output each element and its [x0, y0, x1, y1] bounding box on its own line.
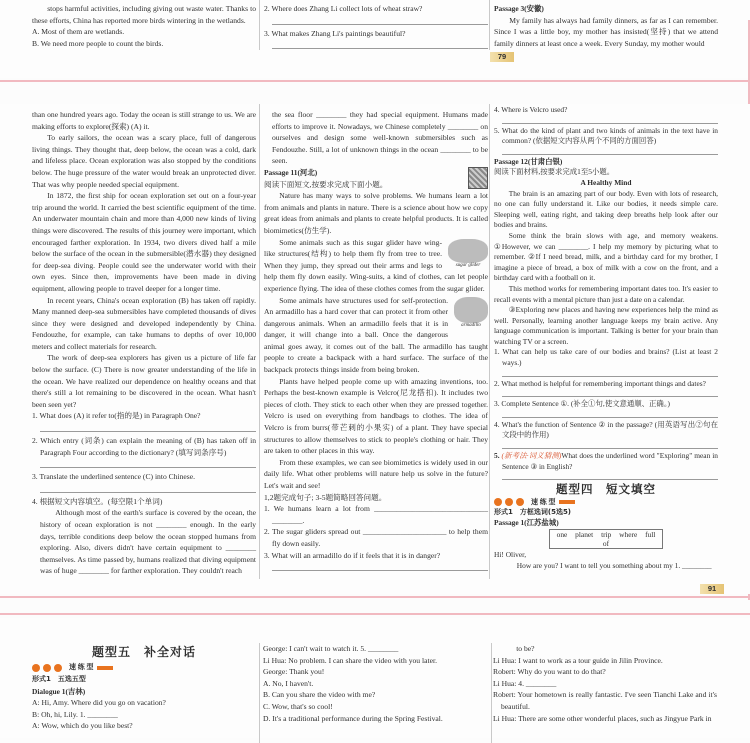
main-col-1: [32, 109, 256, 577]
practice-badge: [494, 497, 718, 507]
question-body: What does the underlined word "Exploring" mean in Sentence ③ in English?: [502, 451, 719, 471]
paragraph: In recent years, China's ocean exploration (B) has taken off rapidly. Many manned deep-sea submersibles have completed thousands of dives since they were designed and developed independently by China. Fendouzhe, for example, can take humans to depths of over 10,000 meters and collect materials for research.: [32, 295, 256, 351]
question-text: 1. What can help us take care of our bodies and brains? (List at least 2 ways.): [494, 347, 718, 368]
answer-line[interactable]: [502, 441, 718, 449]
badge-tag-icon: [559, 500, 575, 504]
glider-image-icon: [448, 239, 488, 263]
passage-heading: Passage 12(甘肃白银): [494, 156, 563, 166]
passage-title: A Healthy Mind: [580, 177, 632, 187]
question-text: 5. What do the kind of plant and two kinds of animals in the text have in common? (依据短文内容从两个不同的方面回答): [494, 125, 718, 146]
badge-circle-icon: [54, 664, 62, 672]
paragraph: than one hundred years ago. Today the ocean is still strange to us. We are making efforts to explore(探索) (A) it.: [32, 110, 256, 131]
badge-circle-icon: [516, 498, 524, 506]
question-text: A: Wow, which do you like best?: [32, 721, 133, 731]
question-text: 3. Complete Sentence ①. (补全①句,使文意通顺、正确。): [494, 399, 670, 409]
answer-line[interactable]: [272, 15, 488, 25]
instruction-text: 阅读下面材料,按要求完成1至5小题。: [494, 167, 615, 177]
passage-heading: Dialogue 1(吉林): [32, 686, 86, 696]
paragraph: to be?: [516, 644, 535, 653]
question-text: B: Oh, hi, Lily. 1. ________: [32, 709, 118, 719]
question-text: 3. What makes Zhang Li's paintings beautiful?: [264, 28, 406, 38]
question-text: Li Hua: There are some other wonderful places, such as Jingyue Park in: [493, 713, 712, 723]
column-divider: [259, 104, 260, 579]
page-number: 79: [490, 52, 514, 62]
form-subtitle: 形式1 五选五型: [32, 675, 86, 683]
column-divider: [259, 0, 260, 50]
armadillo-figure: [454, 297, 488, 329]
paragraph: My family has always had family dinners, as far as I can remember. Since I was a little boy, my mother has insisted(坚持) that we attend family dinners at least once a week. Every Sunday, my mother would: [494, 15, 718, 48]
practice-badge: [32, 662, 256, 673]
paragraph: This method works for remembering important dates too. It's easier to recall events with a mental picture than just a date on a calendar.: [494, 283, 718, 304]
page-separator: [0, 596, 750, 598]
question-text: Li Hua: No problem. I can share the video with you later.: [263, 655, 437, 665]
paragraph: Nature has many ways to solve problems. We humans learn a lot from animals and plants in nature. There is a science about how we copy great ideas from animals and plants to create helpful products. It is called biomimetics(仿生学).: [264, 191, 488, 235]
badge-circle-icon: [505, 498, 513, 506]
main-page: [0, 104, 750, 594]
instruction-text: 阅读下面短文,按要求完成下面小题。: [264, 179, 388, 189]
section-title: 题型四 短文填空: [556, 482, 656, 497]
question-text: A. Most of them are wetlands.: [32, 27, 125, 37]
question-text: 4. Where is Velcro used?: [494, 105, 568, 114]
column-divider: [491, 643, 492, 743]
question-text: Robert: Your hometown is really fantastic. I've seen Tianchi Lake and it's beautiful.: [493, 690, 717, 711]
glider-figure: [448, 239, 488, 269]
armadillo-caption: armadillo: [461, 322, 481, 328]
page-separator: [0, 80, 750, 82]
paragraph: Some think the brain slows with age, and memory weakens. ①However, we can ________. I help my memory by picturing what to remember. ②If I need bread, milk, and a birthday card for my brother, I imagine a piece of bread, a box of milk with a cow on the front, and a birthday card with a football on it.: [494, 230, 718, 283]
question-text: [494, 451, 718, 472]
answer-line[interactable]: [502, 116, 718, 124]
paragraph: To early sailors, the ocean was a scary place, full of dangerous living things. They thought that, deep below, the ocean was a cold, dark and lifeless place. Ocean exploration was also stopped by the conditions below. The huge pressure of the water would break an unprotected diver. That was why people needed special equipment.: [32, 133, 256, 189]
question-text: Li Hua: 4. ________: [493, 678, 557, 688]
answer-line[interactable]: [502, 369, 718, 377]
badge-circle-icon: [494, 498, 502, 506]
word-bank-box: one planet trip where full of: [549, 529, 663, 549]
question-text: A: Hi, Amy. Where did you go on vacation?: [32, 698, 166, 708]
answer-line[interactable]: [502, 389, 718, 397]
question-number: 5.: [494, 451, 502, 461]
question-text: Hi! Oliver,: [494, 550, 527, 560]
answer-line[interactable]: [272, 39, 488, 49]
answer-line[interactable]: [502, 472, 718, 480]
question-text: A. No, I haven't.: [263, 678, 314, 688]
top-col-3: [494, 3, 718, 49]
paragraph: In 1872, the first ship for ocean exploration set out on a four-year trip around the world. It carried the best scientific equipment of the time. An underwater mountain chain and more than 4,000 new kinds of living things were discovered. The results of this journey were important, which encouraged farther exploration. In 1934, two divers dived half a mile below the surface of the ocean in the submersible(潜水器) they designed for deep-sea diving. People could see the underwater world with their own eyes. Since then, improvements have been made in diving equipment, allowing people to travel deeper for a longer time.: [32, 191, 256, 293]
badge-label: 速 练 型: [69, 662, 94, 671]
question-text: 4. 根据短文内容填空。(每空限1个单词): [32, 496, 163, 506]
question-text: 3. Translate the underlined sentence (C) into Chinese.: [32, 472, 196, 482]
column-divider: [489, 0, 490, 50]
top-col-2: [264, 3, 488, 52]
paragraph: Some animals have structures used for self-protection. An armadillo has a hard cover that can protect it from other dangerous animals. When an armadillo feels that it is in danger, it will change into a ball. Once the dangerous animal goes away, it comes out of the ball. The armadillo has taught people to create a backpack with a hard surface. The surface of the backpack protects things inside from being broken.: [264, 295, 488, 375]
paragraph: Although most of the earth's surface is covered by the ocean, the history of ocean exploration is not ________ enough. In the early days, terrible conditions deep below the ocean stopped humans from exploring. Also, divers didn't have certain equipment to ________ themselves. As time passed by, humans realized that diving equipment was of huge ________ for farther exploration. They couldn't reach: [40, 508, 256, 576]
question-text: C. Wow, that's so cool!: [263, 701, 333, 711]
paragraph: ③Exploring new places and having new experiences help the mind as well. Personally, learning another language keeps my brain active. Any language communication is important. Talking is better for your brain than watching TV or a screen.: [494, 305, 718, 346]
question-text: 3. What will an armadillo do if it feels that it is in danger?: [264, 550, 441, 560]
bottom-col-3: [493, 643, 717, 724]
bottom-col-2: [263, 643, 487, 724]
answer-line[interactable]: [40, 483, 256, 493]
passage-heading: Passage 1(江苏盐城): [494, 517, 559, 527]
answer-line[interactable]: [40, 422, 256, 432]
armadillo-image-icon: [454, 297, 488, 323]
question-text: 1. We humans learn a lot from ______________________________ ________.: [264, 504, 488, 525]
question-text: George: Thank you!: [263, 667, 325, 677]
question-text: 2. Which entry (词条) can explain the meaning of (B) has taken off in Paragraph Four according to the dictionary? (填写词条序号): [32, 436, 256, 457]
answer-line[interactable]: [40, 458, 256, 468]
column-divider: [489, 104, 490, 579]
column-divider: [259, 643, 260, 743]
bottom-col-1: [32, 642, 256, 732]
passage-heading: Passage 11(河北): [264, 167, 318, 177]
question-text: Robert: Why do you want to do that?: [493, 667, 606, 677]
question-text: Li Hua: I want to work as a tour guide in Jilin Province.: [493, 655, 663, 665]
badge-tag-icon: [97, 666, 113, 670]
instruction-text: 1,2题完成句子; 3-5题简略回答问题。: [264, 492, 387, 502]
paragraph: The work of deep-sea explorers has given us a picture of life far below the surface. (C) There is now greater understanding of the life in the ocean. We have realized our dependence on healthy oceans and that there's still a lot remaining to be discovered in the ocean. What hasn't been seen yet?: [32, 353, 256, 409]
page-separator: [0, 613, 750, 615]
question-tag: (新考法·词义猜测): [501, 451, 562, 461]
question-text: 1. What does (A) it refer to(指的是) in Paragraph One?: [32, 411, 201, 421]
question-text: 4. What's the function of Sentence ② in the passage? (用英语写出②句在文段中的作用): [494, 419, 718, 440]
paragraph: stops harmful activities, including giving out waste water. Thanks to these efforts, China has reported more birds wintering in the wetlands.: [32, 4, 256, 25]
paragraph: the sea floor ________ they had special equipment. Humans made efforts to improve it. Nowadays, we Chinese completely ________ on ourselves and design some well-known submersibles such as Fendouzhe. Still, a lot of unknown things in the ocean ________ to be seen.: [272, 110, 488, 166]
badge-label: 速 练 型: [531, 497, 556, 506]
top-col-1: [32, 3, 256, 49]
question-text: George: I can't wait to watch it. 5. ________: [263, 644, 399, 653]
main-col-3: [494, 105, 718, 572]
answer-line[interactable]: [502, 410, 718, 418]
question-text: B. Can you share the video with me?: [263, 690, 376, 700]
top-page-strip: [0, 0, 750, 78]
answer-line[interactable]: [502, 147, 718, 155]
paragraph: Some animals such as this sugar glider have wing-like structures(结构) to help them fly from tree to tree. When they jump, they spread out their arms and legs to help them fly down easily. Wing-suits, a kind of clothes, can let people experience flying. The idea of these clothes comes from the sugar glider.: [264, 237, 488, 293]
question-text: 2. Where does Zhang Li collect lots of wheat straw?: [264, 4, 423, 13]
main-col-2: [264, 109, 488, 574]
badge-circle-icon: [32, 664, 40, 672]
qr-code-icon: [468, 167, 488, 189]
question-text: 2. What method is helpful for remembering important things and dates?: [494, 378, 706, 388]
passage-heading: Passage 3(安徽): [494, 4, 544, 13]
paragraph: How are you? I want to tell you something about my 1. ________: [516, 561, 712, 570]
paragraph: From these examples, we can see biomimetics is widely used in our daily life. What other problems will nature help us solve in the future? Let's wait and see!: [264, 457, 488, 490]
page-number: 91: [700, 584, 724, 594]
question-text: D. It's a traditional performance during the Spring Festival.: [263, 713, 443, 723]
paragraph: Plants have helped people come up with amazing inventions, too. Perhaps the best-known example is Velcro(尼龙搭扣). It includes two pieces of cloth. They stick to each other when they are pressed together. Velcro is used on everything from handbags to clothes. The idea of Velcro is from burrs(带芒刺的小果实) of a plant. They have special structures to allow themselves to stick to people's clothing or hair. They are taken to other places in this way.: [264, 376, 488, 456]
question-text: 2. The sugar gliders spread out ______________________ to help them fly down easily.: [264, 527, 488, 548]
bottom-page-strip: [0, 618, 750, 738]
section-title: 题型五 补全对话: [91, 645, 196, 659]
glider-caption: sugar glider: [455, 262, 481, 268]
answer-line[interactable]: [272, 561, 488, 571]
paragraph: The brain is an amazing part of our body. Even with lots of research, no one can fully understand it. Like our bodies, it needs simple care. Sleeping well, eating right, and taking deep breaths help look after our bodies and brains.: [494, 188, 718, 230]
form-subtitle: 形式1 方框选词(5选5): [494, 508, 572, 517]
badge-circle-icon: [43, 664, 51, 672]
question-text: B. We need more people to count the birds.: [32, 38, 164, 48]
